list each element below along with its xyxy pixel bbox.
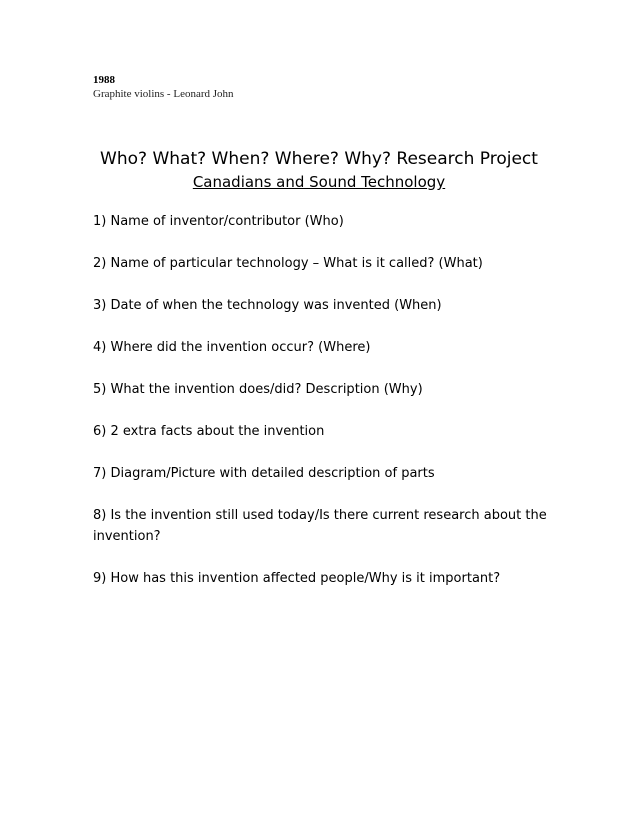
question-item: 1) Name of inventor/contributor (Who) xyxy=(93,214,344,229)
question-item: 3) Date of when the technology was invented (When) xyxy=(93,298,442,313)
title-block xyxy=(0,147,638,193)
question-item: 8) Is the invention still used today/Is there current research about the invention? xyxy=(93,508,547,544)
question-item: 6) 2 extra facts about the invention xyxy=(93,424,325,439)
header-year: 1988 xyxy=(93,74,115,86)
question-list xyxy=(93,211,593,610)
header-subtitle: Graphite violins - Leonard John xyxy=(93,88,234,100)
question-item: 4) Where did the invention occur? (Where) xyxy=(93,340,371,355)
question-item: 2) Name of particular technology – What is it called? (What) xyxy=(93,256,483,271)
question-item: 9) How has this invention affected people/Why is it important? xyxy=(93,571,501,586)
question-item: 7) Diagram/Picture with detailed description of parts xyxy=(93,466,435,481)
page-subheading: Canadians and Sound Technology xyxy=(192,173,446,191)
document-header xyxy=(93,73,234,101)
question-item: 5) What the invention does/did? Description (Why) xyxy=(93,382,423,397)
page-title: Who? What? When? Where? Why? Research Project xyxy=(100,149,538,169)
